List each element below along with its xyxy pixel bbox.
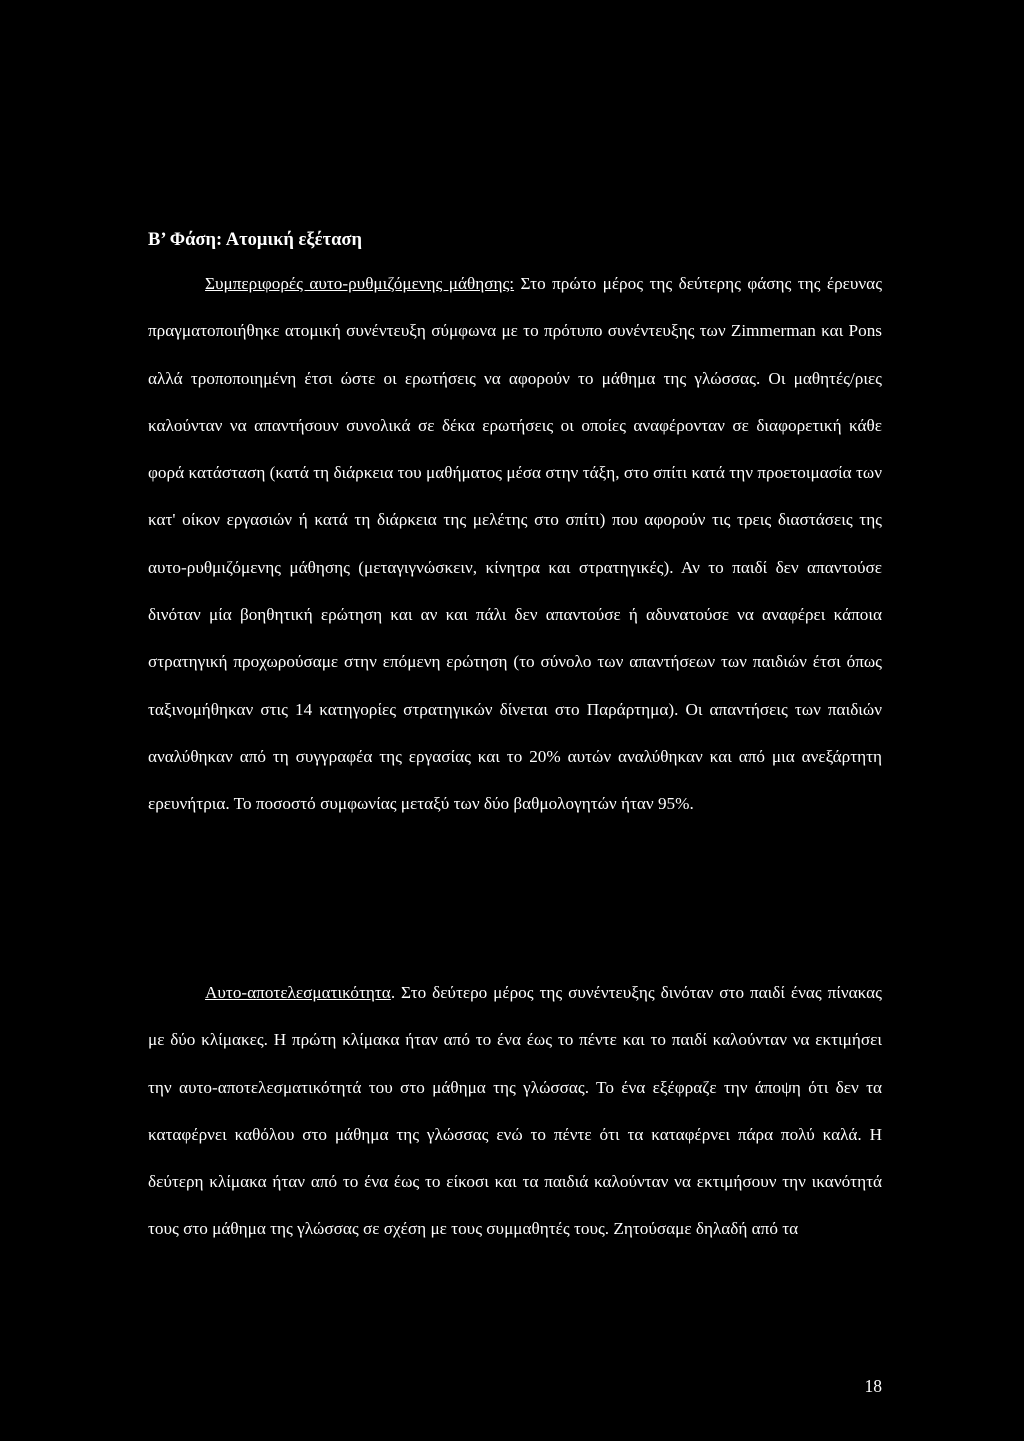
paragraph-self-efficacy xyxy=(148,969,882,1253)
paragraph-lead-underlined: Αυτο-αποτελεσματικότητα xyxy=(205,983,391,1002)
paragraph-body: Στο πρώτο μέρος της δεύτερης φάσης της έρευνας πραγματοποιήθηκε ατομική συνέντευξη σύμφωνα με το πρότυπο συνέντευξης των Zimmerman και Pons αλλά τροποποιημένη έτσι ώστε οι ερωτήσεις να αφορούν το μάθημα της γλώσσας. Οι μαθητές/ριες καλούνταν να απαντήσουν συνολικά σε δέκα ερωτήσεις οι οποίες αναφέρονταν σε διαφορετική κάθε φορά κατάσταση (κατά τη διάρκεια του μαθήματος μέσα στην τάξη, στο σπίτι κατά την προετοιμασία των κατ' οίκον εργασιών ή κατά τη διάρκεια της μελέτης στο σπίτι) που αφορούν τις τρεις διαστάσεις της αυτο-ρυθμιζόμενης μάθησης (μεταγιγνώσκειν, κίνητρα και στρατηγικές). Αν το παιδί δεν απαντούσε δινόταν μία βοηθητική ερώτηση και αν και πάλι δεν απαντούσε ή αδυνατούσε να αναφέρει κάποια στρατηγική προχωρούσαμε στην επόμενη ερώτηση (το σύνολο των απαντήσεων των παιδιών έτσι όπως ταξινομήθηκαν στις 14 κατηγορίες στρατηγικών δίνεται στο Παράρτημα). Οι απαντήσεις των παιδιών αναλύθηκαν από τη συγγραφέα της εργασίας και το 20% αυτών αναλύθηκαν και από μια ανεξάρτητη ερευνήτρια. Το ποσοστό συμφωνίας μεταξύ των δύο βαθμολογητών ήταν 95%. xyxy=(148,274,882,814)
section-heading: Β’ Φάση: Ατομική εξέταση xyxy=(148,230,362,250)
page-number: 18 xyxy=(864,1376,882,1396)
paragraph-body: . Στο δεύτερο μέρος της συνέντευξης δινόταν στο παιδί ένας πίνακας με δύο κλίμακες. Η πρώτη κλίμακα ήταν από το ένα έως το πέντε και το παιδί καλούνταν να εκτιμήσει την αυτο-αποτελεσματικότητά του στο μάθημα της γλώσσας. Το ένα εξέφραζε την άποψη ότι δεν τα καταφέρνει καθόλου στο μάθημα της γλώσσας ενώ το πέντε ότι τα καταφέρνει πάρα πολύ καλά. Η δεύτερη κλίμακα ήταν από το ένα έως το είκοσι και τα παιδιά καλούνταν να εκτιμήσουν την ικανότητά τους στο μάθημα της γλώσσας σε σχέση με τους συμμαθητές τους. Ζητούσαμε δηλαδή από τα xyxy=(148,983,882,1239)
paragraph-self-regulated-learning xyxy=(148,260,882,828)
paragraph-lead-underlined: Συμπεριφορές αυτο-ρυθμιζόμενης μάθησης: xyxy=(205,274,515,293)
